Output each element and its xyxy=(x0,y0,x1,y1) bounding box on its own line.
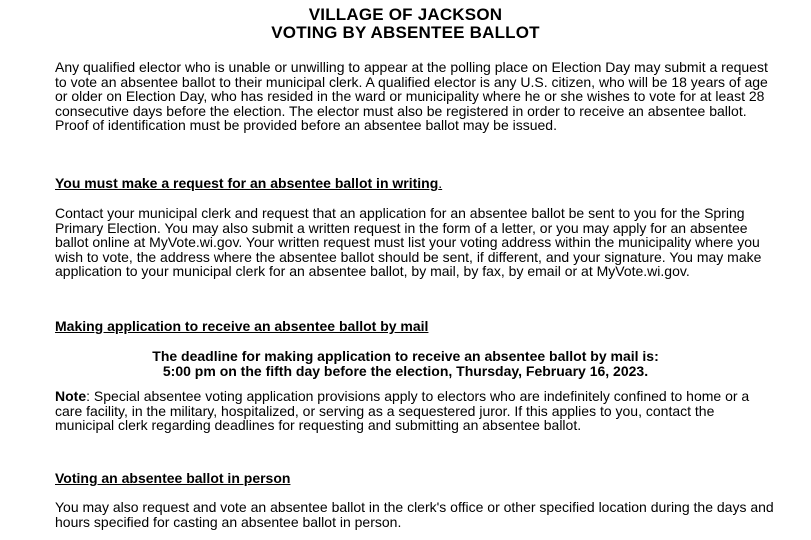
note-label: Note xyxy=(55,388,87,404)
note-text: : Special absentee voting application provisions apply to electors who are indefinitely confined to home or a care facility, in the military, hospitalized, or serving as a sequestered juror. If this applies to you, contact the municipal clerk regarding deadlines for requesting and submitting an absentee ballot. xyxy=(55,388,750,434)
section-heading-written-request xyxy=(55,175,442,191)
section-heading-written-request-tail: . xyxy=(438,175,443,191)
document-title-line2: VOTING BY ABSENTEE BALLOT xyxy=(271,23,540,42)
deadline-line1: The deadline for making application to receive an absentee ballot by mail is: xyxy=(152,348,659,364)
written-request-paragraph: Contact your municipal clerk and request that an application for an absentee ballot be sent to you for the Spring Primary Election. You may also submit a written request in the form of a letter, or you may apply for an absentee ballot online at MyVote.wi.gov. Your written request must list your voting address within the municipality where you wish to vote, the address where the absentee ballot should be sent, if different, and your signature. You may make application to your municipal clerk for an absentee ballot, by mail, by fax, by email or at MyVote.wi.gov. xyxy=(55,205,762,280)
deadline-line2: 5:00 pm on the fifth day before the election, Thursday, February 16, 2023. xyxy=(162,363,649,379)
document-title-line1: VILLAGE OF JACKSON xyxy=(308,5,503,24)
section-heading-written-request-text: You must make a request for an absentee ballot in writing xyxy=(55,175,439,191)
in-person-paragraph: You may also request and vote an absentee ballot in the clerk's office or other specified location during the days and hours specified for casting an absentee ballot in person. xyxy=(55,499,774,530)
note-paragraph xyxy=(55,389,775,433)
section-heading-mail-application: Making application to receive an absentee ballot by mail xyxy=(55,318,429,334)
section-heading-in-person: Voting an absentee ballot in person xyxy=(55,470,291,486)
intro-paragraph: Any qualified elector who is unable or unwilling to appear at the polling place on Election Day may submit a request to vote an absentee ballot to their municipal clerk. A qualified elector is any U.S. citizen, who will be 18 years of age or older on Election Day, who has resided in the ward or municipality where he or she wishes to vote for at least 28 consecutive days before the election. The elector must also be registered in order to receive an absentee ballot. Proof of identification must be provided before an absentee ballot may be issued. xyxy=(55,59,768,134)
